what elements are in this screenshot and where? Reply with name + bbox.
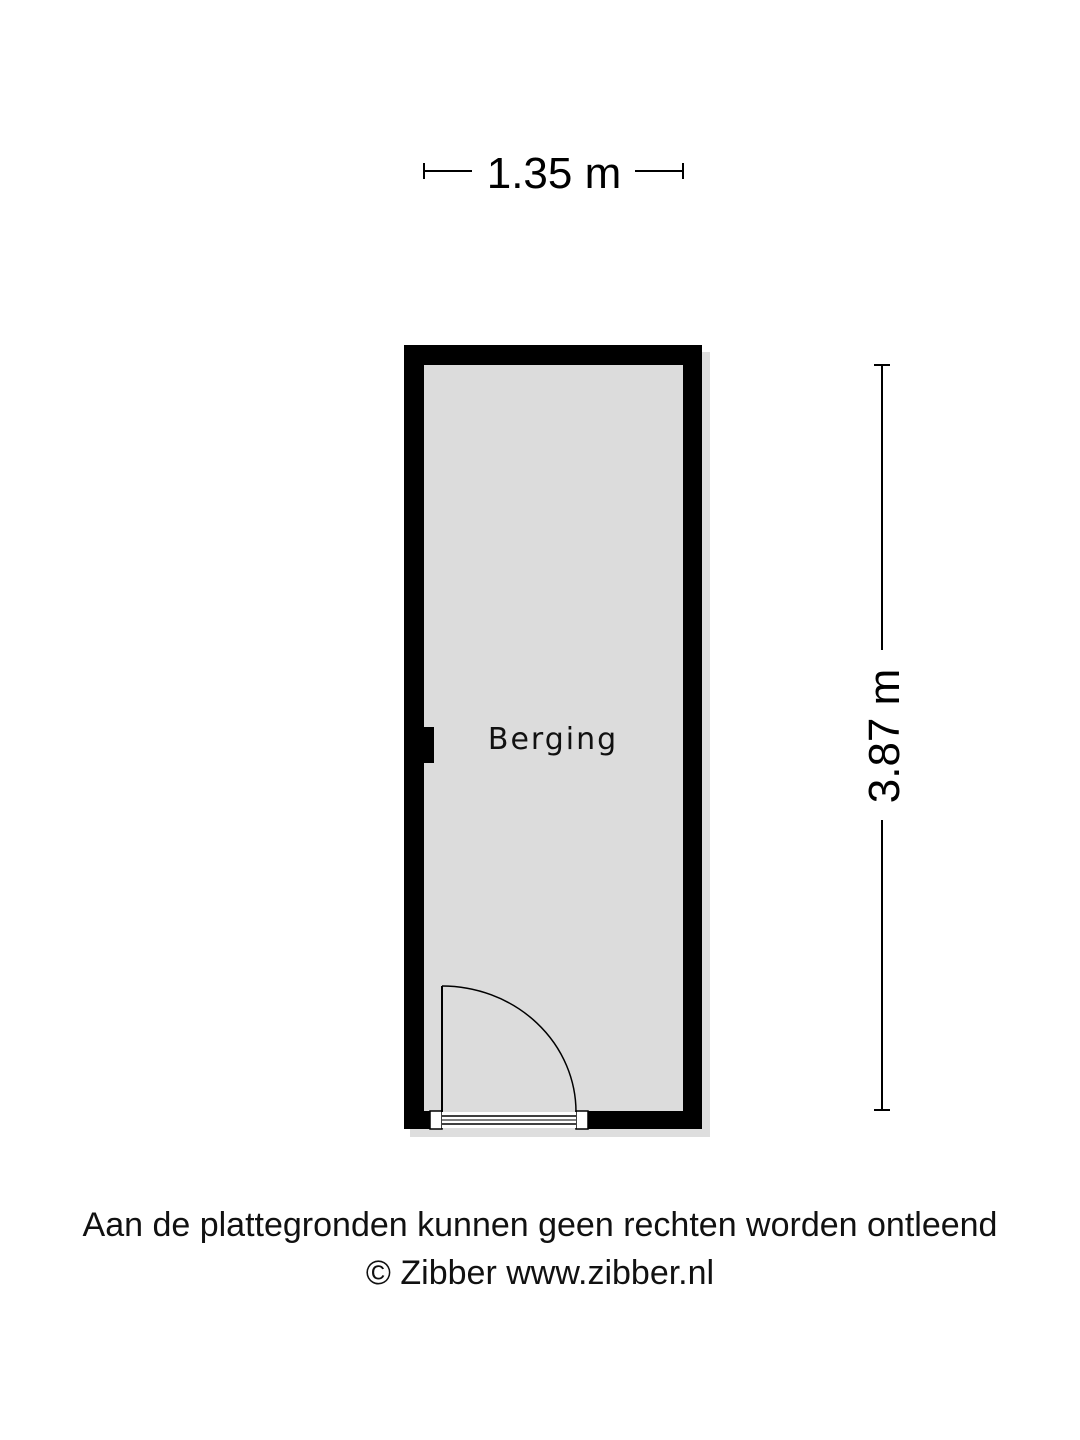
copyright-text: © Zibber www.zibber.nl <box>365 1254 715 1292</box>
wall-left <box>404 345 424 1129</box>
wall-bottom-right <box>588 1111 702 1129</box>
width-label: 1.35 m <box>486 149 622 198</box>
wall-bottom-left <box>404 1111 430 1129</box>
wall-fixture <box>423 727 434 763</box>
height-label: 3.87 m <box>860 668 909 804</box>
wall-top <box>404 345 702 365</box>
height-dimension <box>860 365 909 1110</box>
door-frame-left <box>430 1111 442 1129</box>
room-label: Berging <box>487 722 619 757</box>
disclaimer-text: Aan de plattegronden kunnen geen rechten worden ontleend <box>82 1206 998 1244</box>
wall-right <box>683 345 702 1129</box>
width-dimension <box>424 149 683 198</box>
door-frame-right <box>576 1111 588 1129</box>
